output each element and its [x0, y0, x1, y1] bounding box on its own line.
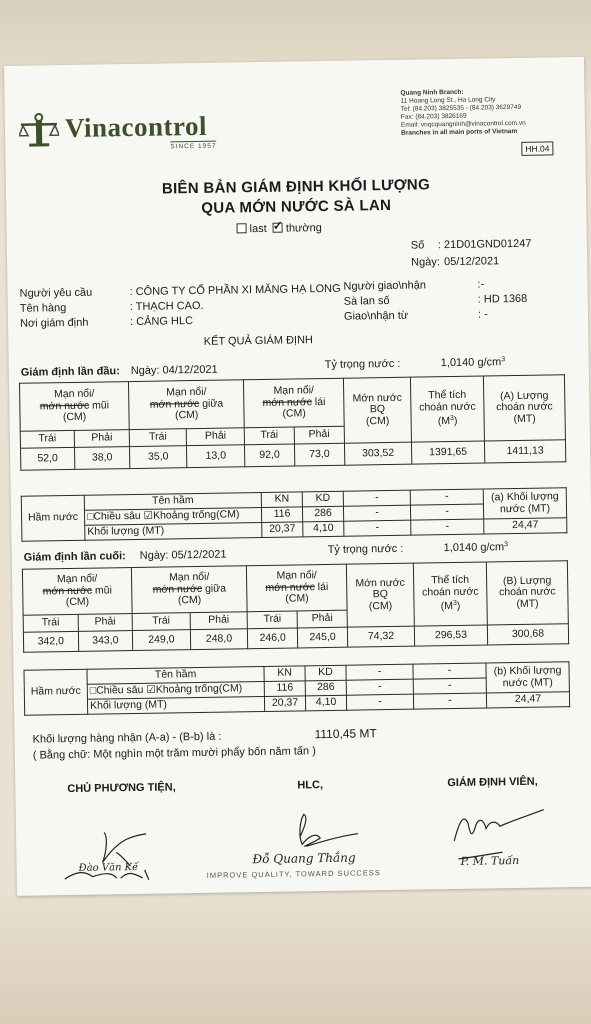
final-water-header: (b) Khối lượng nước (MT)	[486, 662, 569, 693]
header-fore: Mạn nổi/ mớn nước mũi (CM)	[22, 568, 132, 616]
header-fore: Mạn nổi/ mớn nước mũi (CM)	[19, 382, 129, 432]
surveyor-signature-icon	[446, 797, 577, 889]
company-since: SINCE 1957	[170, 142, 217, 151]
scales-logo-icon	[19, 111, 60, 148]
final-displacement: 300,68	[487, 624, 568, 645]
final-survey-label: Giám định lần cuối:	[23, 550, 126, 564]
dash-cell: -	[411, 519, 484, 535]
initial-fore-left: 52,0	[21, 447, 75, 470]
space-option: ☑Khoảng trống(CM)	[146, 682, 243, 697]
kn-header: KN	[261, 492, 302, 508]
footer-slogan: IMPROVE QUALITY, TOWARD SUCCESS	[206, 868, 381, 880]
dash-cell: -	[413, 678, 486, 694]
header-aft: Mạn nổi/ mớn nước lái (CM)	[247, 564, 347, 612]
header-volume: Thể tích choán nước $(M^3)$	[410, 376, 484, 442]
dash-cell: -	[343, 505, 410, 521]
initial-density-value: 1,0140 g/cm	[440, 356, 502, 370]
dash-cell: -	[346, 679, 413, 695]
company-logo-text: Vinacontrol	[64, 110, 208, 144]
received-value: 1110,45 MT	[314, 726, 377, 742]
final-water-total: 24,47	[486, 692, 569, 708]
depth-option: □Chiều sâu	[87, 510, 141, 523]
normal-checkbox	[273, 223, 283, 233]
last-checkbox	[237, 223, 247, 233]
document-title-line2: QUA MỚN NƯỚC SÀ LAN	[201, 196, 392, 217]
surveyor-signer-name: P. M. Tuấn	[460, 854, 520, 868]
hlc-signer-name: Đỗ Quang Thắng	[252, 850, 356, 867]
dash-cell: -	[346, 694, 413, 710]
initial-density-label: Tỷ trọng nước :	[324, 357, 401, 371]
weight-label: Khối lượng (MT)	[85, 523, 262, 541]
header-mid: Mạn nổi/ mớn nước giữa (CM)	[129, 380, 245, 430]
initial-mid-left: 35,0	[130, 446, 187, 469]
initial-mean-draft: 303,52	[344, 442, 411, 465]
header-mid: Mạn nổi/ mớn nước giữa (CM)	[131, 566, 247, 614]
form-code: HH.04	[521, 141, 553, 156]
deliverer-value: :-	[477, 278, 485, 291]
result-title: KẾT QUẢ GIÁM ĐỊNH	[203, 334, 314, 348]
kd-header: KD	[302, 491, 343, 507]
header-volume: Thể tích choán nước $(M^3)$	[413, 562, 487, 626]
place-label: Nơi giám định	[19, 316, 89, 330]
initial-water-header: (a) Khối lượng nước (MT)	[483, 488, 566, 519]
tank-name-header: Tên hầm	[84, 493, 261, 511]
initial-aft-right: 73,0	[294, 443, 345, 466]
col-right: Phải	[190, 612, 248, 630]
initial-kn-space: 116	[261, 507, 302, 523]
owner-signature-icon	[56, 821, 187, 893]
final-kd-weight: 4,10	[305, 695, 346, 711]
dash-cell: -	[413, 663, 486, 679]
col-right: Phải	[186, 428, 245, 446]
received-label: Khối lượng hàng nhận (A-a) - (B-b) là :	[32, 730, 222, 746]
hlc-signature-title: HLC,	[297, 779, 324, 792]
final-aft-left: 246,0	[248, 628, 298, 649]
date-value: 05/12/2021	[444, 255, 500, 269]
col-left: Trái	[132, 613, 190, 631]
final-survey-date: Ngày: 05/12/2021	[139, 548, 227, 562]
col-right: Phải	[74, 430, 129, 448]
final-kn-weight: 20,37	[264, 696, 305, 712]
owner-signer-name: Đào Văn Kế	[78, 861, 139, 874]
requester-value: : CÔNG TY CỔ PHẦN XI MĂNG HẠ LONG	[129, 282, 341, 299]
final-density	[444, 541, 509, 554]
col-left: Trái	[20, 430, 74, 448]
report-type-options	[237, 222, 322, 235]
number-value: : 21D01GND01247	[437, 237, 532, 252]
surveyor-signature-title: GIÁM ĐỊNH VIÊN,	[447, 775, 538, 790]
final-density-label: Tỷ trọng nước :	[327, 542, 404, 556]
initial-draft-table	[19, 374, 566, 471]
header-aft: Mạn nổi/ mớn nước lái (CM)	[244, 378, 344, 428]
space-option: ☑Khoảng trống(CM)	[143, 508, 240, 523]
final-kn-space: 116	[264, 681, 305, 697]
initial-water-total: 24,47	[484, 518, 567, 534]
hold-label: Hầm nước	[21, 495, 85, 541]
barge-value: : HD 1368	[477, 292, 528, 306]
hold-label: Hầm nước	[24, 669, 88, 715]
branch-email: Email: vnqcquangninh@vinacontrol.com.vn	[400, 119, 526, 129]
final-fore-right: 343,0	[78, 631, 133, 652]
tank-name-header: Tên hầm	[87, 666, 264, 684]
from-value: : -	[477, 308, 488, 321]
col-left: Trái	[23, 614, 78, 632]
survey-report-paper	[4, 57, 591, 896]
initial-kn-weight: 20,37	[262, 522, 303, 538]
final-density-value: 1,0140 g/cm	[443, 541, 505, 555]
col-right: Phải	[78, 614, 133, 632]
normal-label: thường	[285, 222, 322, 235]
branch-title: Quang Ninh Branch:	[400, 88, 464, 97]
final-draft-table	[22, 560, 569, 653]
final-water-table	[23, 661, 570, 716]
dash-cell: -	[413, 693, 486, 709]
amount-in-words: ( Bằng chữ: Một nghìn một trăm mười phẩy bốn năm tấn )	[32, 745, 316, 762]
initial-water-table	[21, 487, 568, 542]
kn-header: KN	[264, 666, 305, 682]
last-label: last	[249, 222, 267, 236]
dash-cell: -	[346, 664, 413, 680]
document-title-line1: BIÊN BẢN GIÁM ĐỊNH KHỐI LƯỢNG	[161, 176, 431, 198]
initial-kd-weight: 4,10	[303, 521, 344, 537]
header-displacement-a: (A) Lượng choán nước (MT)	[483, 375, 565, 441]
goods-value: : THẠCH CAO.	[129, 299, 204, 314]
from-label: Giao\nhận từ	[343, 309, 409, 323]
weight-label: Khối lượng (MT)	[87, 696, 264, 714]
final-mean-draft: 74,32	[347, 626, 414, 647]
deliverer-label: Người giao\nhận	[343, 279, 427, 293]
initial-mid-right: 13,0	[187, 445, 246, 468]
branch-note: Branches in all main ports of Vietnam	[401, 127, 518, 137]
final-density-sup: 3	[504, 541, 509, 549]
final-aft-right: 245,0	[297, 627, 347, 648]
branch-tel: Tel: (84.203) 3825535 - (84.203) 3629749	[400, 103, 522, 113]
date-label: Ngày:	[411, 256, 440, 269]
initial-fore-right: 38,0	[74, 447, 130, 470]
background-bottom	[0, 895, 591, 1024]
requester-label: Người yêu cầu	[19, 286, 93, 300]
final-mid-left: 249,0	[132, 630, 190, 651]
initial-aft-left: 92,0	[245, 444, 295, 467]
header-displacement-b: (B) Lượng choán nước (MT)	[486, 561, 568, 625]
col-right: Phải	[297, 610, 347, 628]
col-left: Trái	[247, 611, 297, 629]
header-mean-draft: Mớn nước BQ (CM)	[346, 563, 414, 627]
col-left: Trái	[244, 427, 294, 445]
place-value: : CẢNG HLC	[129, 315, 194, 329]
branch-address: 11 Hoang Long St., Ha Long City	[400, 96, 496, 105]
final-fore-left: 342,0	[23, 631, 78, 652]
number-label: Số	[410, 239, 425, 252]
initial-density	[441, 356, 506, 369]
final-kd-space: 286	[305, 680, 346, 696]
col-right: Phải	[294, 426, 345, 444]
kd-header: KD	[305, 665, 346, 681]
dash-cell: -	[410, 489, 483, 505]
dash-cell: -	[343, 490, 410, 506]
dash-cell: -	[410, 504, 483, 520]
initial-survey-date: Ngày: 04/12/2021	[130, 363, 218, 378]
final-volume: 296,53	[414, 625, 487, 646]
barge-label: Sà lan số	[343, 294, 390, 308]
col-left: Trái	[129, 429, 186, 447]
initial-displacement: 1411,13	[484, 440, 565, 463]
initial-density-sup: 3	[501, 356, 506, 364]
dash-cell: -	[344, 520, 411, 536]
initial-volume: 1391,65	[411, 441, 484, 464]
depth-option: □Chiều sâu	[89, 684, 144, 697]
owner-signature-title: CHỦ PHƯƠNG TIỆN,	[67, 781, 176, 796]
branch-info	[400, 87, 581, 138]
initial-kd-space: 286	[302, 506, 343, 522]
final-mid-right: 248,0	[190, 629, 248, 650]
initial-survey-label: Giám định lần đầu:	[20, 365, 120, 379]
branch-fax: Fax: (84.203) 3826169	[400, 112, 467, 121]
goods-label: Tên hàng	[19, 302, 67, 315]
header-mean-draft: Mớn nước BQ (CM)	[343, 377, 411, 443]
